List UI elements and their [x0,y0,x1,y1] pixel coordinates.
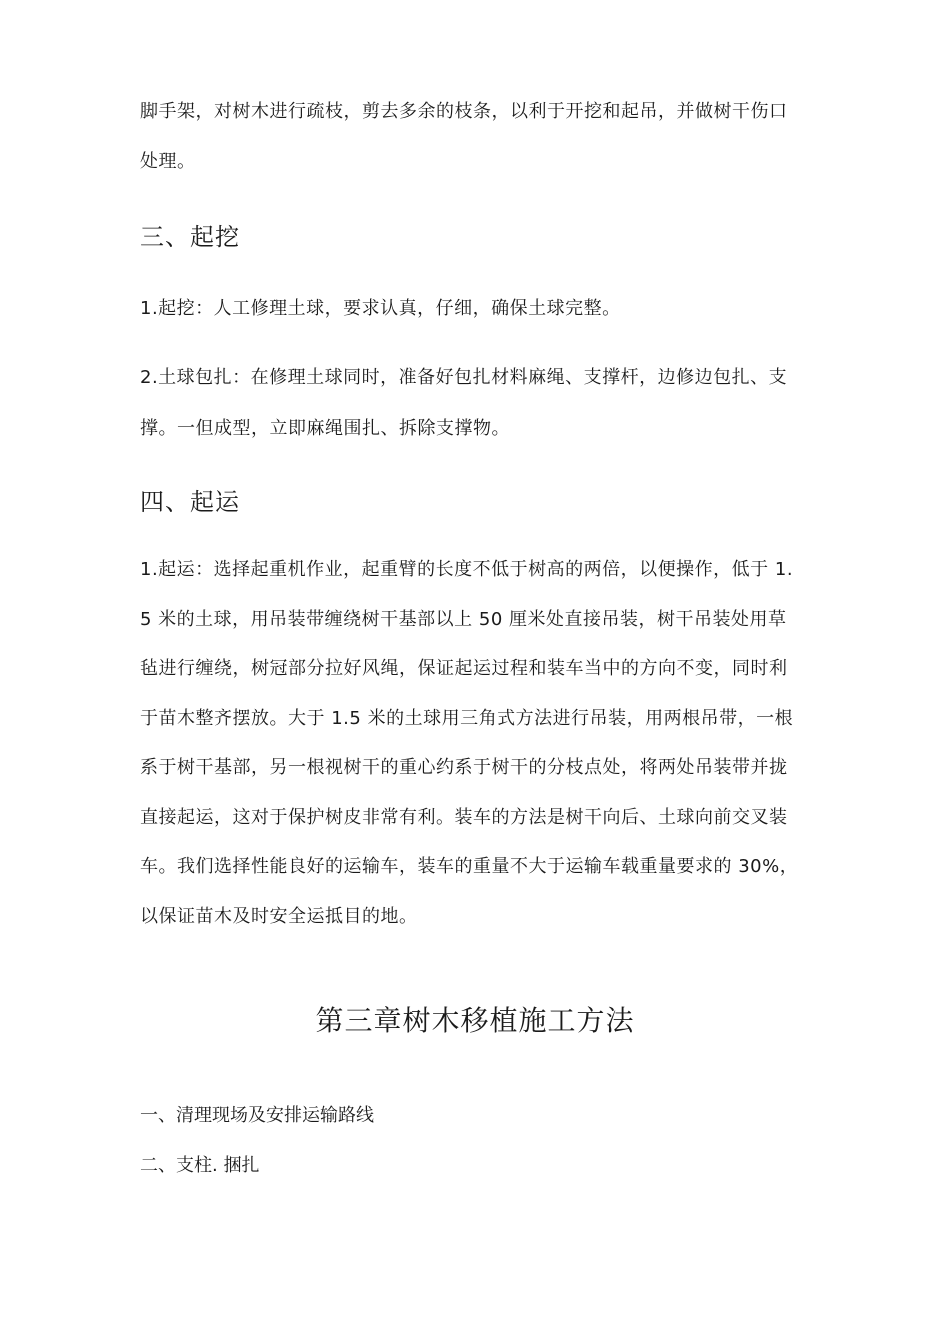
chapter-item-1: 一、清理现场及安排运输路线 [140,1105,374,1126]
section-heading-qiwa: 三、起挖 [140,223,240,251]
section4-line-6: 直接起运，这对于保护树皮非常有利。装车的方法是树干向后、土球向前交叉装 [140,807,788,828]
section4-line-1: 1.起运：选择起重机作业，起重臂的长度不低于树高的两倍，以便操作，低于 1. [140,559,794,580]
section4-line-5: 系于树干基部，另一根视树干的重心约系于树干的分枝点处，将两处吊装带并拢 [140,757,788,778]
section3-item1: 1.起挖：人工修理土球，要求认真，仔细，确保土球完整。 [140,298,621,319]
section4-line-2: 5 米的土球，用吊装带缠绕树干基部以上 50 厘米处直接吊装，树干吊装处用草 [140,609,787,630]
chapter-title: 第三章树木移植施工方法 [315,1004,635,1037]
section4-line-4: 于苗木整齐摆放。大于 1.5 米的土球用三角式方法进行吊装，用两根吊带，一根 [140,708,794,729]
section4-line-7: 车。我们选择性能良好的运输车，装车的重量不大于运输车载重量要求的 30%， [140,856,799,877]
section3-item2-line-1: 2.土球包扎：在修理土球同时，准备好包扎材料麻绳、支撑杆，边修边包扎、支 [140,367,788,388]
chapter-item-2: 二、支柱. 捆扎 [140,1155,260,1176]
section4-line-3: 毡进行缠绕，树冠部分拉好风绳，保证起运过程和装车当中的方向不变，同时利 [140,658,788,679]
section3-item2-line-2: 撑。一但成型，立即麻绳围扎、拆除支撑物。 [140,418,510,439]
section-heading-qiyun: 四、起运 [140,488,240,516]
section4-line-8: 以保证苗木及时安全运抵目的地。 [140,906,418,927]
intro-line-2: 处理。 [140,151,196,172]
intro-line-1: 脚手架，对树木进行疏枝，剪去多余的枝条，以利于开挖和起吊，并做树干伤口 [140,101,788,122]
